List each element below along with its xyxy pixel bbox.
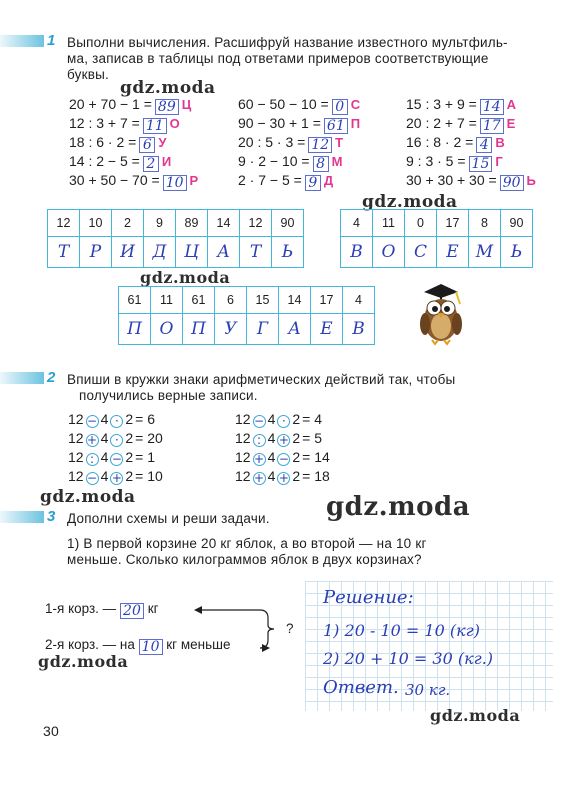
operator-circle[interactable]: + xyxy=(254,452,265,466)
example-expression: 20 : 5 · 3 = xyxy=(238,134,306,150)
scheme-row-2-value: 10 xyxy=(139,639,163,655)
example-letter: Т xyxy=(335,135,344,150)
example-expression: 18 : 6 · 2 = xyxy=(69,134,137,150)
example-answer: 15 xyxy=(469,156,493,172)
page-number: 30 xyxy=(43,723,59,739)
cipher-letter-cell: Т xyxy=(240,237,272,268)
example-letter: М xyxy=(331,154,343,169)
example-answer: 17 xyxy=(480,118,504,134)
cipher-letter-cell: И xyxy=(112,237,144,268)
operand: 4 xyxy=(100,468,109,484)
example-answer: 8 xyxy=(313,156,329,172)
operator-circle[interactable]: · xyxy=(110,434,123,447)
example-row xyxy=(69,153,171,172)
cipher-number-cell: 12 xyxy=(48,210,80,237)
cipher-number-cell: 4 xyxy=(343,287,375,314)
operand: 12 xyxy=(68,449,84,465)
cipher-number-cell: 90 xyxy=(501,210,533,237)
operand: 4 xyxy=(100,411,109,427)
example-answer: 61 xyxy=(324,118,348,134)
example-letter: Г xyxy=(495,154,503,169)
cipher-letter-cell: Ц xyxy=(176,237,208,268)
operator-circle[interactable]: + xyxy=(278,471,289,485)
task-3-number: 3 xyxy=(47,508,56,525)
example-row xyxy=(238,153,342,172)
example-row xyxy=(69,134,166,153)
scheme-row-2-label: 2-я корз. — на xyxy=(45,637,135,652)
example-letter: У xyxy=(158,135,167,150)
example-row xyxy=(69,96,191,115)
example-answer: 12 xyxy=(308,137,332,153)
operation-row xyxy=(235,468,330,485)
operand: 12 xyxy=(235,449,251,465)
operator-circle[interactable]: + xyxy=(87,433,98,447)
watermark: gdz.moda xyxy=(430,706,521,725)
example-answer: 11 xyxy=(143,118,167,134)
cipher-letter-cell: В xyxy=(341,237,373,268)
answer-value: 30 кг. xyxy=(405,681,451,699)
watermark: gdz.moda xyxy=(326,492,471,522)
scheme-row-1-unit: кг xyxy=(147,601,159,616)
task-1-instruction-line-3: буквы. xyxy=(67,67,109,82)
result: = 4 xyxy=(302,411,323,427)
example-expression: 14 : 2 − 5 = xyxy=(69,153,140,169)
operator-circle[interactable]: · xyxy=(110,415,123,428)
operation-row xyxy=(68,411,155,428)
cipher-number-cell: 0 xyxy=(405,210,437,237)
operand: 2 xyxy=(292,430,301,446)
operand: 12 xyxy=(235,411,251,427)
cipher-letter-cell: Ь xyxy=(501,237,533,268)
cipher-number-cell: 11 xyxy=(151,287,183,314)
example-letter: Р xyxy=(189,173,199,188)
cipher-letter-cell: В xyxy=(343,314,375,345)
example-row xyxy=(406,134,505,153)
cipher-number-cell: 12 xyxy=(240,210,272,237)
example-letter: Ь xyxy=(526,173,536,188)
owl-illustration xyxy=(416,280,466,346)
cipher-letter-cell: М xyxy=(469,237,501,268)
scheme-row-1-label: 1-я корз. — xyxy=(45,601,117,616)
cipher-number-cell: 10 xyxy=(80,210,112,237)
example-row xyxy=(69,172,198,191)
task-3-problem-line-1: 1) В первой корзине 20 кг яблок, а во второй — на 10 кг xyxy=(67,536,427,551)
scheme-row-2-unit: кг меньше xyxy=(166,637,231,652)
example-answer: 89 xyxy=(155,99,179,115)
example-row xyxy=(406,172,536,191)
operation-row xyxy=(235,449,330,466)
example-expression: 15 : 3 + 9 = xyxy=(406,96,477,112)
cipher-letter-cell: Е xyxy=(311,314,343,345)
example-letter: Д xyxy=(323,173,334,188)
answer-label: Ответ. xyxy=(323,677,399,698)
cipher-number-cell: 11 xyxy=(373,210,405,237)
task-2-instruction-line-2: получились верные записи. xyxy=(79,388,258,403)
operator-circle[interactable]: − xyxy=(254,414,265,428)
operation-row xyxy=(68,468,163,485)
operand: 2 xyxy=(125,468,134,484)
example-row xyxy=(238,134,343,153)
operator-circle[interactable]: · xyxy=(277,415,290,428)
cipher-letter-cell: С xyxy=(405,237,437,268)
operand: 12 xyxy=(235,430,251,446)
operand: 12 xyxy=(68,411,84,427)
task-2-marker-bar xyxy=(0,372,44,384)
cipher-number-cell: 2 xyxy=(112,210,144,237)
operator-circle[interactable]: : xyxy=(86,453,99,466)
example-answer: 6 xyxy=(139,137,155,153)
example-row xyxy=(69,115,180,134)
result: = 6 xyxy=(135,411,156,427)
result: = 20 xyxy=(135,430,163,446)
result: = 5 xyxy=(302,430,323,446)
scheme-row-1-value: 20 xyxy=(120,603,144,619)
operand: 12 xyxy=(68,430,84,446)
example-row xyxy=(238,172,333,191)
task-1-number: 1 xyxy=(47,32,56,49)
solution-heading: Решение: xyxy=(323,587,414,608)
cipher-letter-cell: У xyxy=(215,314,247,345)
operand: 12 xyxy=(235,468,251,484)
example-answer: 14 xyxy=(480,99,504,115)
example-answer: 2 xyxy=(143,156,159,172)
operation-row xyxy=(68,449,155,466)
example-row xyxy=(406,115,515,134)
cipher-number-cell: 61 xyxy=(119,287,151,314)
solution-line-1: 1) 20 - 10 = 10 (кг) xyxy=(323,621,480,640)
example-row xyxy=(406,96,516,115)
operand: 12 xyxy=(68,468,84,484)
operator-circle[interactable]: + xyxy=(111,471,122,485)
example-letter: П xyxy=(350,116,361,131)
cipher-letter-cell: Р xyxy=(80,237,112,268)
solution-line-2: 2) 20 + 10 = 30 (кг.) xyxy=(323,649,494,668)
operand: 2 xyxy=(125,411,134,427)
operator-circle[interactable]: − xyxy=(111,452,122,466)
example-row xyxy=(406,153,503,172)
result: = 10 xyxy=(135,468,163,484)
result: = 14 xyxy=(302,449,330,465)
task-1-marker-bar xyxy=(0,35,44,47)
operator-circle[interactable]: + xyxy=(254,471,265,485)
example-answer: 0 xyxy=(332,99,348,115)
example-row xyxy=(238,115,360,134)
cipher-letter-cell: Т xyxy=(48,237,80,268)
example-expression: 20 + 70 − 1 = xyxy=(69,96,152,112)
example-letter: С xyxy=(350,97,361,112)
operand: 4 xyxy=(100,449,109,465)
example-letter: А xyxy=(506,97,517,112)
example-expression: 16 : 8 · 2 = xyxy=(406,134,474,150)
task-1-instruction-line-1: Выполни вычисления. Расшифруй название известного мультфиль- xyxy=(67,35,508,50)
task-3-marker-bar xyxy=(0,511,44,523)
example-answer: 9 xyxy=(305,175,321,191)
scheme-question-mark: ? xyxy=(286,621,294,636)
operator-circle[interactable]: − xyxy=(278,452,289,466)
operator-circle[interactable]: − xyxy=(87,414,98,428)
operand: 4 xyxy=(267,449,276,465)
operand: 2 xyxy=(125,430,134,446)
example-letter: И xyxy=(161,154,172,169)
cipher-letter-cell: П xyxy=(183,314,215,345)
watermark: gdz.moda xyxy=(140,268,231,287)
operation-row xyxy=(235,430,322,447)
cipher-number-cell: 90 xyxy=(272,210,304,237)
example-expression: 60 − 50 − 10 = xyxy=(238,96,329,112)
cipher-number-cell: 17 xyxy=(437,210,469,237)
operand: 4 xyxy=(267,468,276,484)
cipher-letter-cell: Г xyxy=(247,314,279,345)
operator-circle[interactable]: − xyxy=(87,471,98,485)
cipher-table-2 xyxy=(340,209,533,268)
watermark: gdz.moda xyxy=(40,487,136,507)
watermark: gdz.moda xyxy=(38,652,129,671)
cipher-letter-cell: Ь xyxy=(272,237,304,268)
example-expression: 12 : 3 + 7 = xyxy=(69,115,140,131)
watermark: gdz.moda xyxy=(120,78,216,98)
cipher-number-cell: 14 xyxy=(279,287,311,314)
watermark: gdz.moda xyxy=(362,192,458,212)
operand: 4 xyxy=(100,430,109,446)
cipher-number-cell: 6 xyxy=(215,287,247,314)
cipher-number-cell: 61 xyxy=(183,287,215,314)
example-expression: 30 + 30 + 30 = xyxy=(406,172,497,188)
example-expression: 90 − 30 + 1 = xyxy=(238,115,321,131)
operand: 4 xyxy=(267,411,276,427)
example-answer: 4 xyxy=(476,137,492,153)
operation-row xyxy=(68,430,163,447)
scheme-arrows-and-brace xyxy=(190,598,300,660)
cipher-number-cell: 15 xyxy=(247,287,279,314)
task-2-number: 2 xyxy=(47,369,56,386)
cipher-number-cell: 89 xyxy=(176,210,208,237)
cipher-letter-cell: Д xyxy=(144,237,176,268)
solution-box xyxy=(305,581,553,711)
cipher-table-1 xyxy=(47,209,304,268)
result: = 1 xyxy=(135,449,156,465)
cipher-letter-cell: П xyxy=(119,314,151,345)
task-2-instruction-line-1: Впиши в кружки знаки арифметических действий так, чтобы xyxy=(67,372,456,387)
operand: 2 xyxy=(292,449,301,465)
example-expression: 30 + 50 − 70 = xyxy=(69,172,160,188)
example-expression: 9 · 2 − 10 = xyxy=(238,153,310,169)
scheme-row-1 xyxy=(45,601,159,619)
example-answer: 90 xyxy=(500,175,524,191)
example-expression: 2 · 7 − 5 = xyxy=(238,172,302,188)
operand: 2 xyxy=(292,468,301,484)
example-expression: 20 : 2 + 7 = xyxy=(406,115,477,131)
cipher-letter-cell: А xyxy=(279,314,311,345)
operator-circle[interactable]: + xyxy=(278,433,289,447)
example-letter: О xyxy=(169,116,180,131)
cipher-number-cell: 14 xyxy=(208,210,240,237)
operand: 4 xyxy=(267,430,276,446)
example-expression: 9 : 3 · 5 = xyxy=(406,153,466,169)
result: = 18 xyxy=(302,468,330,484)
example-letter: Е xyxy=(506,116,516,131)
task-3-instruction: Дополни схемы и реши задачи. xyxy=(67,511,270,526)
example-row xyxy=(238,96,360,115)
task-1-instruction-line-2: ма, записав в таблицы под ответами примеров соответствующие xyxy=(67,51,489,66)
cipher-letter-cell: А xyxy=(208,237,240,268)
example-letter: В xyxy=(495,135,505,150)
cipher-number-cell: 17 xyxy=(311,287,343,314)
cipher-number-cell: 9 xyxy=(144,210,176,237)
cipher-letter-cell: О xyxy=(373,237,405,268)
cipher-letter-cell: Е xyxy=(437,237,469,268)
task-3-problem-line-2: меньше. Сколько килограммов яблок в двух корзинах? xyxy=(67,552,422,567)
cipher-number-cell: 4 xyxy=(341,210,373,237)
operator-circle[interactable]: : xyxy=(253,434,266,447)
example-letter: Ц xyxy=(181,97,192,112)
operand: 2 xyxy=(125,449,134,465)
operation-row xyxy=(235,411,322,428)
example-answer: 10 xyxy=(163,175,187,191)
cipher-table-3 xyxy=(118,286,375,345)
operand: 2 xyxy=(292,411,301,427)
cipher-number-cell: 8 xyxy=(469,210,501,237)
cipher-letter-cell: О xyxy=(151,314,183,345)
